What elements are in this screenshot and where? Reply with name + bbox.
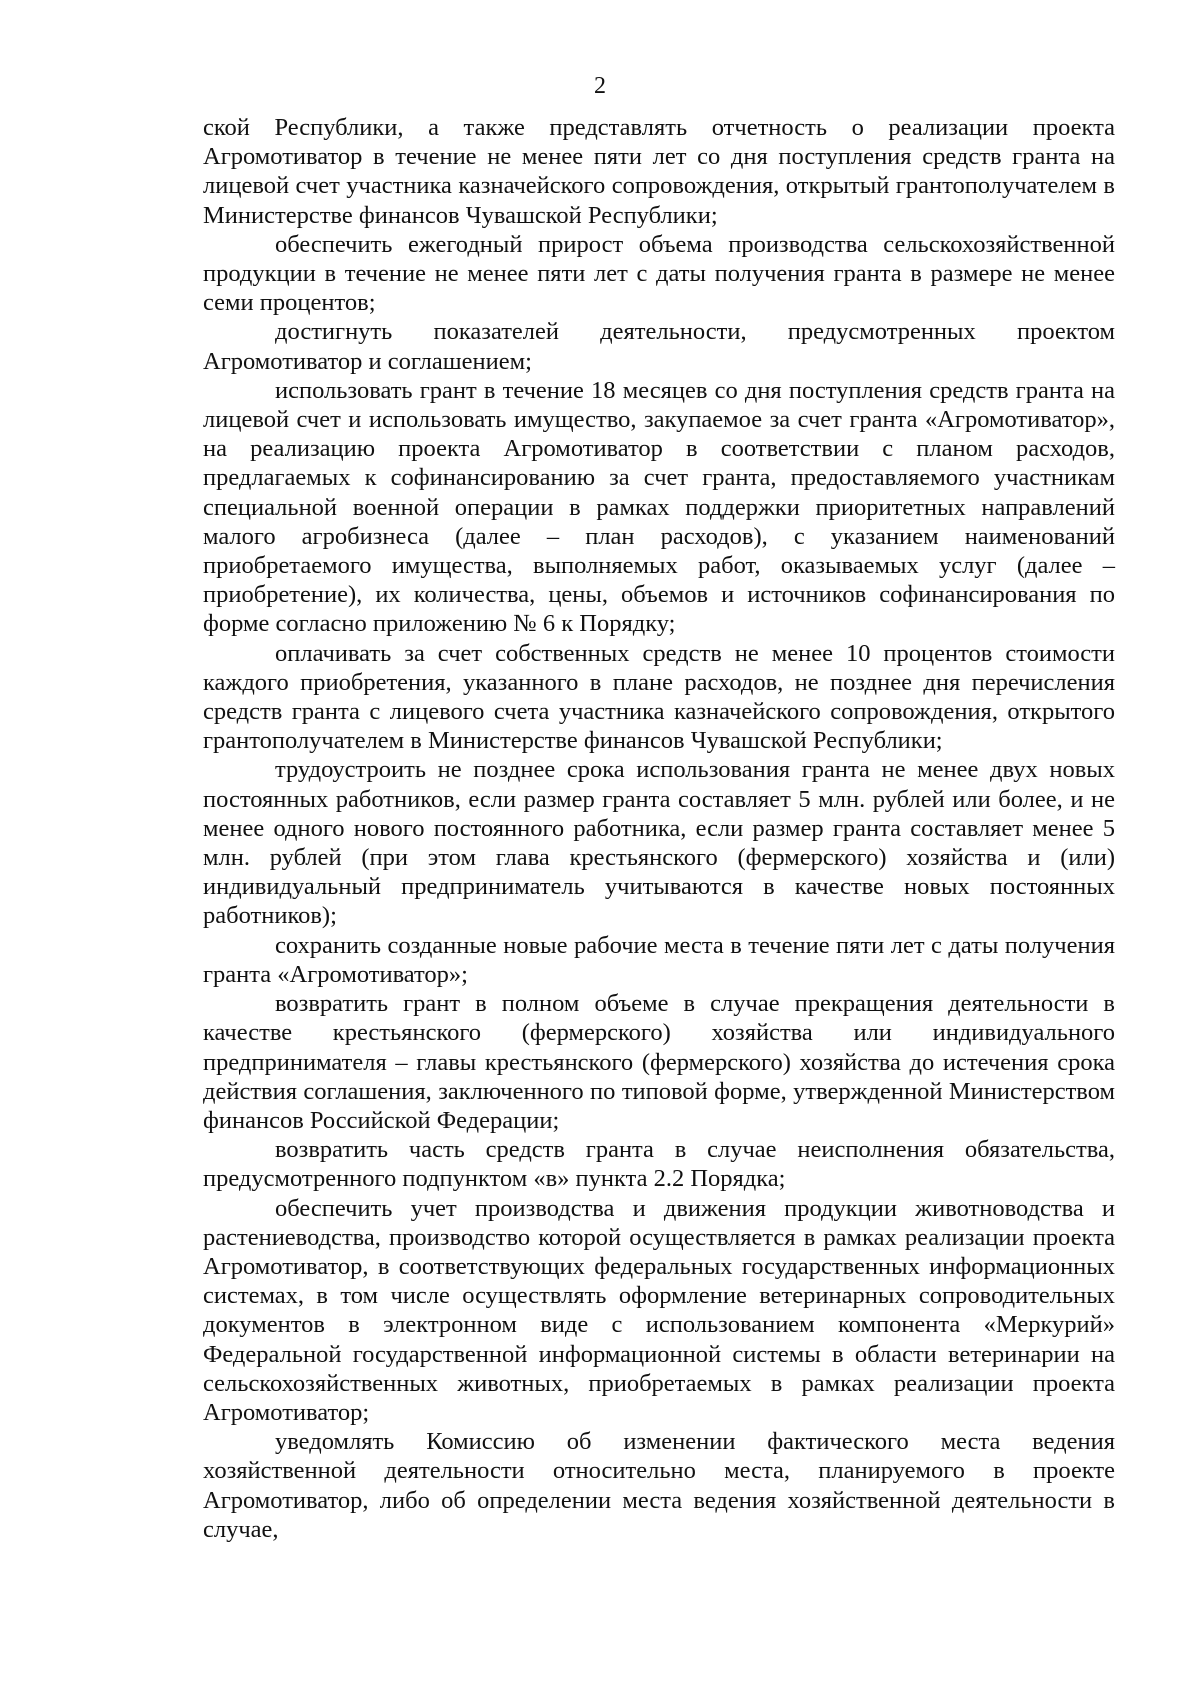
paragraph-continuation: ской Республики, а также представлять отчетность о реализации проекта Агромотиватор в течение не менее пяти лет со дня поступления средств гранта на лицевой счет участника казначейского сопровождения, открытый грантополучателем в Министерстве финансов Чувашской Республики; xyxy=(203,114,1115,229)
paragraph: трудоустроить не позднее срока использования гранта не менее двух новых постоянных работников, если размер гранта составляет 5 млн. рублей или более, и не менее одного нового постоянного работника, если размер гранта составляет менее 5 млн. рублей (при этом глава крестьянского (фермерского) хозяйства и (или) индивидуальный предприниматель учитываются в качестве новых постоянных работников); xyxy=(203,756,1115,930)
paragraph: использовать грант в течение 18 месяцев со дня поступления средств гранта на лицевой счет и использовать имущество, закупаемое за счет гранта «Агромотиватор», на реализацию проекта Агромотиватор в соответствии с планом расходов, предлагаемых к софинансированию за счет гранта, предоставляемого участникам специальной военной операции в рамках поддержки приоритетных направлений малого агробизнеса (далее – план расходов), с указанием наименований приобретаемого имущества, выполняемых работ, оказываемых услуг (далее – приобретение), их количества, цены, объемов и источников софинансирования по форме согласно приложению № 6 к Порядку; xyxy=(203,376,1115,638)
paragraph: возвратить часть средств гранта в случае неисполнения обязательства, предусмотренного подпунктом «в» пункта 2.2 Порядка; xyxy=(203,1136,1115,1193)
paragraph: оплачивать за счет собственных средств не менее 10 процентов стоимости каждого приобретения, указанного в плане расходов, не позднее дня перечисления средств гранта с лицевого счета участника казначейского сопровождения, открытого грантополучателем в Министерстве финансов Чувашской Республики; xyxy=(203,639,1115,755)
paragraph: достигнуть показателей деятельности, предусмотренных проектом Агромотиватор и соглашением; xyxy=(203,318,1115,375)
paragraph: сохранить созданные новые рабочие места в течение пяти лет с даты получения гранта «Агромотиватор»; xyxy=(203,931,1115,988)
paragraph: возвратить грант в полном объеме в случае прекращения деятельности в качестве крестьянского (фермерского) хозяйства или индивидуального предпринимателя – главы крестьянского (фермерского) хозяйства до истечения срока действия соглашения, заключенного по типовой форме, утвержденной Министерством финансов Российской Федерации; xyxy=(203,990,1115,1134)
paragraph: уведомлять Комиссию об изменении фактического места ведения хозяйственной деятельности относительно места, планируемого в проекте Агромотиватор, либо об определении места ведения хозяйственной деятельности в случае, xyxy=(203,1428,1115,1543)
paragraph: обеспечить ежегодный прирост объема производства сельскохозяйственной продукции в течение не менее пяти лет с даты получения гранта в размере не менее семи процентов; xyxy=(203,230,1115,317)
page-number: 2 xyxy=(594,73,606,99)
paragraph: обеспечить учет производства и движения продукции животноводства и растениеводства, производство которой осуществляется в рамках реализации проекта Агромотиватор, в соответствующих федеральных государственных информационных системах, в том числе осуществлять оформление ветеринарных сопроводительных документов в электронном виде с использованием компонента «Меркурий» Федеральной государственной информационной системы в области ветеринарии на сельскохозяйственных животных, приобретаемых в рамках реализации проекта Агромотиватор; xyxy=(203,1194,1115,1426)
document-body xyxy=(203,113,1115,1544)
